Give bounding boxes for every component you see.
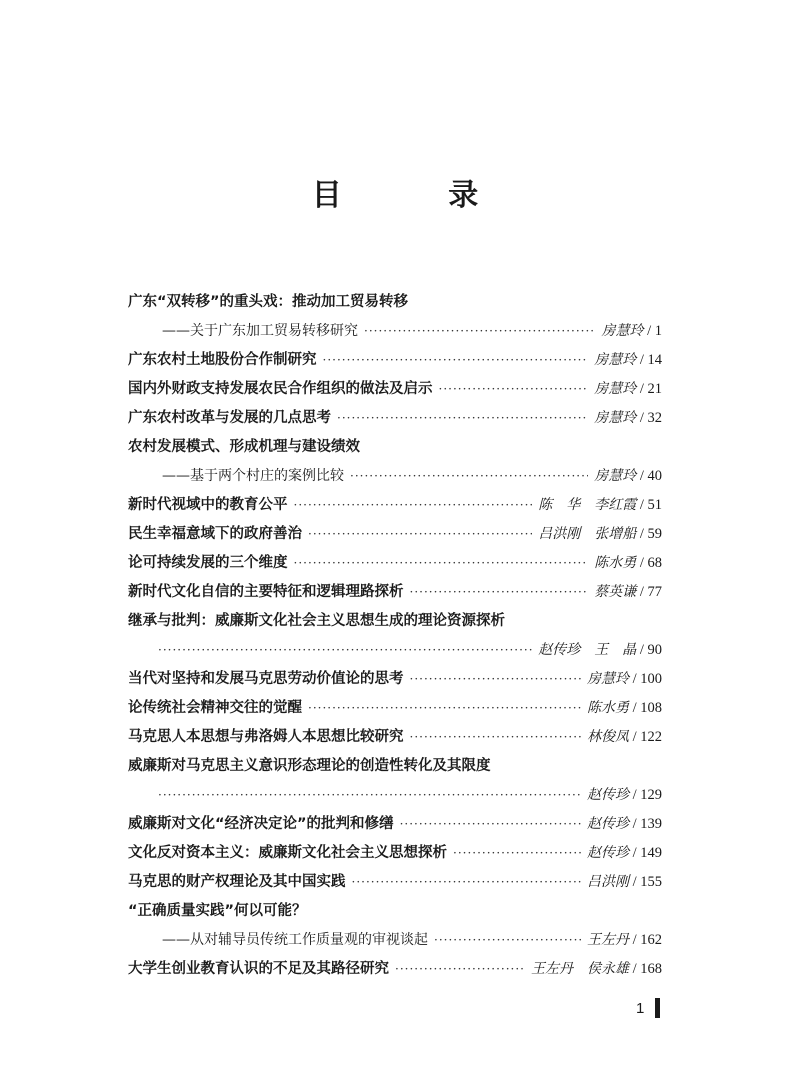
toc-entry	[128, 549, 662, 578]
table-of-contents	[128, 288, 662, 984]
toc-page-separator: /	[628, 671, 641, 687]
toc-entry-subtitle: ——基于两个村庄的案例比较	[162, 468, 344, 484]
toc-page-separator: /	[628, 787, 641, 803]
toc-entry-title: 广东农村改革与发展的几点思考	[128, 410, 331, 426]
toc-entry-author: 房慧玲	[586, 671, 629, 687]
toc-leader-dots	[294, 491, 533, 520]
toc-entry-page: 14	[647, 352, 662, 368]
toc-entry-author: 王左丹	[586, 932, 629, 948]
toc-entry	[128, 897, 662, 926]
toc-leader-dots	[364, 317, 595, 346]
toc-entry	[128, 462, 662, 491]
toc-entry-author: 房慧玲	[601, 323, 644, 339]
toc-page-separator: /	[636, 526, 648, 542]
toc-entry-title: 广东“双转移”的重头戏：推动加工贸易转移	[128, 294, 409, 310]
toc-entry-title: 马克思人本思想与弗洛姆人本思想比较研究	[128, 729, 404, 745]
toc-leader-dots	[395, 955, 525, 984]
toc-entry	[128, 665, 662, 694]
toc-entry-title: 马克思的财产权理论及其中国实践	[128, 874, 346, 890]
toc-entry-author: 房慧玲	[594, 381, 637, 397]
page-title: 目 录	[311, 178, 527, 213]
toc-entry-title: 农村发展模式、形成机理与建设绩效	[128, 439, 360, 455]
toc-entry-title: 大学生创业教育认识的不足及其路径研究	[128, 961, 389, 977]
toc-entry-author: 赵传珍	[586, 787, 629, 803]
toc-entry-title: 国内外财政支持发展农民合作组织的做法及启示	[128, 381, 433, 397]
toc-entry	[128, 317, 662, 346]
toc-entry-page: 51	[647, 497, 662, 513]
toc-page-separator: /	[628, 700, 641, 716]
page-number-bar	[655, 998, 660, 1018]
toc-page-separator: /	[636, 642, 648, 658]
toc-entry	[128, 520, 662, 549]
toc-page-separator: /	[636, 410, 648, 426]
toc-entry-title: 新时代文化自信的主要特征和逻辑理路探析	[128, 584, 404, 600]
toc-page-separator: /	[636, 497, 648, 513]
toc-leader-dots	[400, 810, 581, 839]
toc-entry	[128, 404, 662, 433]
toc-entry-page: 32	[647, 410, 662, 426]
toc-leader-dots	[410, 578, 589, 607]
toc-entry-title: 威廉斯对马克思主义意识形态理论的创造性转化及其限度	[128, 758, 491, 774]
toc-entry	[128, 375, 662, 404]
toc-entry-author: 陈 华 李红霞	[538, 497, 637, 513]
toc-entry	[128, 810, 662, 839]
toc-entry-page: 155	[640, 874, 662, 890]
toc-page-separator: /	[628, 932, 641, 948]
toc-entry-page: 162	[640, 932, 662, 948]
toc-page-separator: /	[628, 961, 641, 977]
toc-entry-author: 赵传珍	[586, 845, 629, 861]
toc-entry-author: 赵传珍 王 晶	[538, 642, 637, 658]
toc-entry-author: 蔡英谦	[594, 584, 637, 600]
toc-leader-dots	[158, 781, 581, 810]
toc-entry-page: 40	[647, 468, 662, 484]
toc-entry-page: 21	[647, 381, 662, 397]
toc-page-separator: /	[636, 584, 648, 600]
toc-entry-page: 168	[640, 961, 662, 977]
toc-entry-author: 房慧玲	[594, 352, 637, 368]
toc-leader-dots	[410, 723, 581, 752]
toc-entry-author: 王左丹 侯永雄	[530, 961, 629, 977]
toc-entry-title: 广东农村土地股份合作制研究	[128, 352, 317, 368]
toc-entry-title: 民生幸福意域下的政府善治	[128, 526, 302, 542]
toc-leader-dots	[350, 462, 588, 491]
toc-entry	[128, 491, 662, 520]
toc-entry-author: 林俊凤	[586, 729, 629, 745]
toc-entry-title: 威廉斯对文化“经济决定论”的批判和修缮	[128, 816, 394, 832]
toc-entry	[128, 607, 662, 636]
toc-entry-title: 文化反对资本主义：威廉斯文化社会主义思想探析	[128, 845, 447, 861]
toc-entry	[128, 868, 662, 897]
toc-leader-dots	[323, 346, 589, 375]
toc-leader-dots	[308, 694, 581, 723]
toc-page-separator: /	[628, 845, 641, 861]
toc-entry	[128, 839, 662, 868]
toc-leader-dots	[453, 839, 581, 868]
toc-entry	[128, 723, 662, 752]
toc-entry-author: 赵传珍	[586, 816, 629, 832]
toc-page-separator: /	[636, 555, 648, 571]
toc-entry-subtitle: ——从对辅导员传统工作质量观的审视谈起	[162, 932, 428, 948]
toc-entry-author: 房慧玲	[594, 410, 637, 426]
toc-leader-dots	[158, 636, 532, 665]
toc-entry-page: 108	[640, 700, 662, 716]
toc-leader-dots	[434, 926, 581, 955]
toc-entry-page: 122	[640, 729, 662, 745]
toc-entry	[128, 694, 662, 723]
toc-entry	[128, 636, 662, 665]
toc-entry	[128, 926, 662, 955]
toc-leader-dots	[337, 404, 588, 433]
toc-entry-author: 吕洪刚 张增船	[538, 526, 637, 542]
toc-page-separator: /	[628, 729, 641, 745]
toc-leader-dots	[352, 868, 581, 897]
toc-leader-dots	[439, 375, 589, 404]
toc-entry-author: 吕洪刚	[586, 874, 629, 890]
toc-entry	[128, 781, 662, 810]
toc-entry-subtitle: ——关于广东加工贸易转移研究	[162, 323, 358, 339]
page-number: 1	[636, 1000, 645, 1017]
toc-entry-page: 100	[640, 671, 662, 687]
toc-entry	[128, 578, 662, 607]
toc-leader-dots	[308, 520, 532, 549]
toc-entry-page: 59	[647, 526, 662, 542]
toc-entry-author: 房慧玲	[594, 468, 637, 484]
toc-page-separator: /	[628, 816, 641, 832]
toc-page-separator: /	[636, 468, 648, 484]
toc-entry-title: 论传统社会精神交往的觉醒	[128, 700, 302, 716]
toc-entry	[128, 955, 662, 984]
toc-entry-page: 1	[654, 323, 662, 339]
toc-entry	[128, 752, 662, 781]
toc-entry-author: 陈水勇	[586, 700, 629, 716]
toc-entry-title: “正确质量实践”何以可能？	[128, 903, 307, 919]
toc-leader-dots	[294, 549, 589, 578]
toc-entry-page: 129	[640, 787, 662, 803]
toc-entry	[128, 433, 662, 462]
toc-entry	[128, 288, 662, 317]
toc-page-separator: /	[636, 352, 648, 368]
toc-page-separator: /	[643, 323, 655, 339]
toc-entry-title: 当代对坚持和发展马克思劳动价值论的思考	[128, 671, 404, 687]
toc-entry-page: 90	[647, 642, 662, 658]
toc-entry-page: 68	[647, 555, 662, 571]
toc-page-separator: /	[628, 874, 641, 890]
toc-page-separator: /	[636, 381, 648, 397]
toc-entry-title: 论可持续发展的三个维度	[128, 555, 288, 571]
toc-entry-page: 77	[647, 584, 662, 600]
toc-entry-title: 新时代视域中的教育公平	[128, 497, 288, 513]
toc-leader-dots	[410, 665, 581, 694]
toc-entry-title: 继承与批判：威廉斯文化社会主义思想生成的理论资源探析	[128, 613, 505, 629]
toc-entry	[128, 346, 662, 375]
toc-entry-author: 陈水勇	[594, 555, 637, 571]
toc-entry-page: 139	[640, 816, 662, 832]
toc-entry-page: 149	[640, 845, 662, 861]
